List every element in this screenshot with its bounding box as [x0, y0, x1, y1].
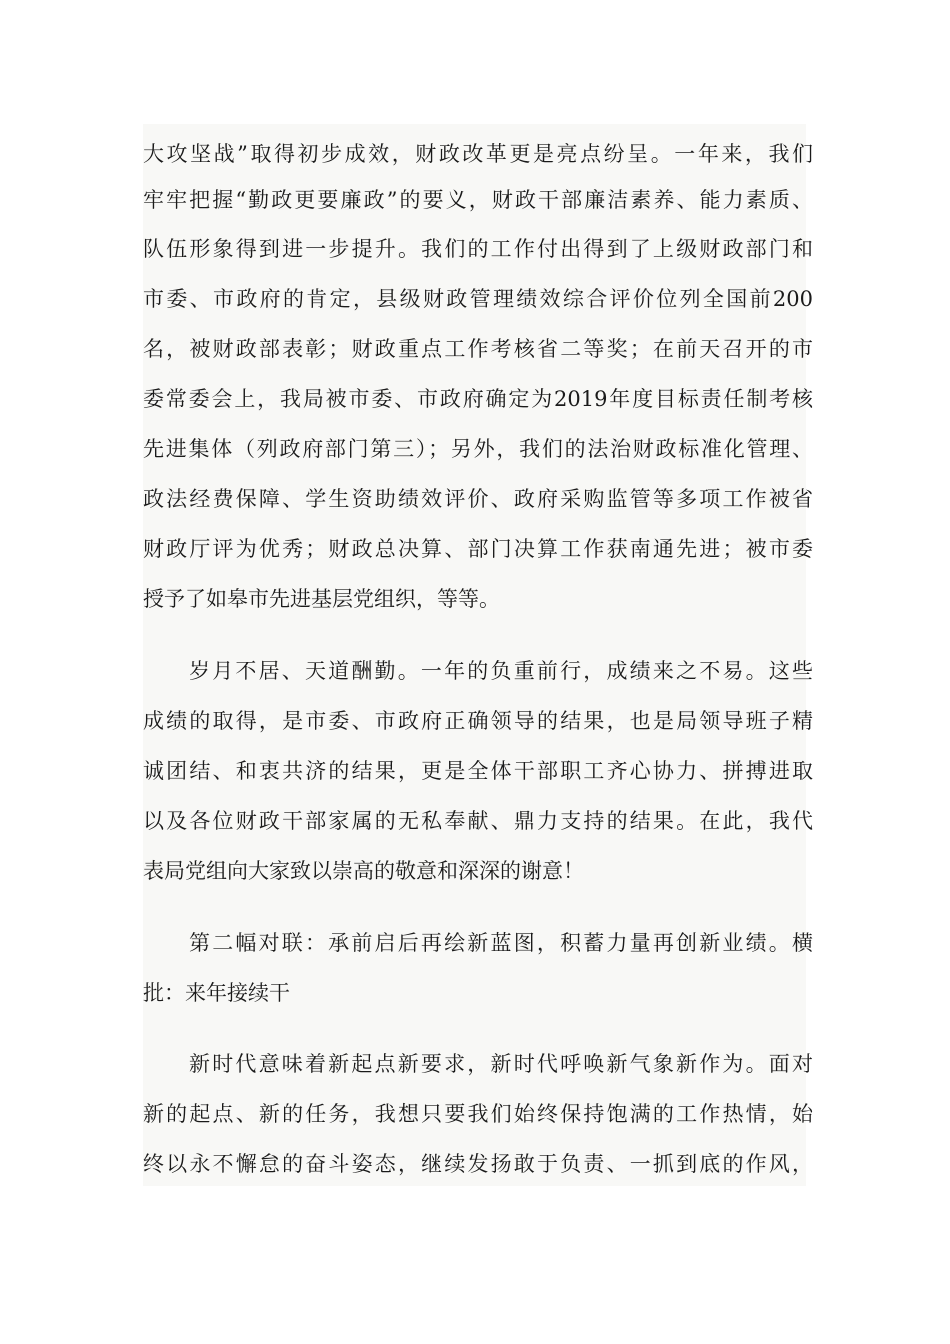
- paragraph-2-line-5: 表局党组向大家致以崇高的敬意和深深的谢意！: [143, 859, 584, 883]
- paragraph-2-line-1: 岁月不居、天道酬勤。一年的负重前行，成绩来之不易。这些: [189, 659, 813, 683]
- paragraph-1-line-5: 名，被财政部表彰；财政重点工作考核省二等奖；在前天召开的市: [143, 337, 813, 361]
- paragraph-3-line-2: 批：来年接续干: [143, 981, 290, 1005]
- paragraph-2-line-3: 诚团结、和衷共济的结果，更是全体干部职工齐心协力、拼搏进取: [143, 759, 813, 783]
- paragraph-1-line-4: 市委、市政府的肯定，县级财政管理绩效综合评价位列全国前200: [143, 287, 813, 311]
- paragraph-2-line-4: 以及各位财政干部家属的无私奉献、鼎力支持的结果。在此，我代: [143, 809, 813, 833]
- paragraph-1-line-3: 队伍形象得到进一步提升。我们的工作付出得到了上级财政部门和: [143, 237, 813, 261]
- paragraph-4-line-2: 新的起点、新的任务，我想只要我们始终保持饱满的工作热情，始: [143, 1102, 813, 1126]
- paragraph-4-line-3: 终以永不懈怠的奋斗姿态，继续发扬敢于负责、一抓到底的作风，: [143, 1152, 813, 1176]
- paragraph-3-line-1: 第二幅对联：承前启后再绘新蓝图，积蓄力量再创新业绩。横: [189, 931, 813, 955]
- paragraph-1-line-6: 委常委会上，我局被市委、市政府确定为2019年度目标责任制考核: [143, 387, 813, 411]
- paragraph-1-line-8: 政法经费保障、学生资助绩效评价、政府采购监管等多项工作被省: [143, 487, 813, 511]
- paragraph-1-line-7: 先进集体（列政府部门第三）；另外，我们的法治财政标准化管理、: [143, 437, 813, 461]
- paragraph-4-line-1: 新时代意味着新起点新要求，新时代呼唤新气象新作为。面对: [189, 1052, 813, 1076]
- paragraph-1-line-9: 财政厅评为优秀；财政总决算、部门决算工作获南通先进；被市委: [143, 537, 813, 561]
- paragraph-1-line-1: 大攻坚战”取得初步成效，财政改革更是亮点纷呈。一年来，我们: [143, 142, 813, 166]
- paragraph-2-line-2: 成绩的取得，是市委、市政府正确领导的结果，也是局领导班子精: [143, 709, 813, 733]
- paragraph-1-line-2: 牢牢把握“勤政更要廉政”的要义，财政干部廉洁素养、能力素质、: [143, 188, 813, 212]
- paragraph-1-line-10: 授予了如皋市先进基层党组织，等等。: [143, 587, 500, 611]
